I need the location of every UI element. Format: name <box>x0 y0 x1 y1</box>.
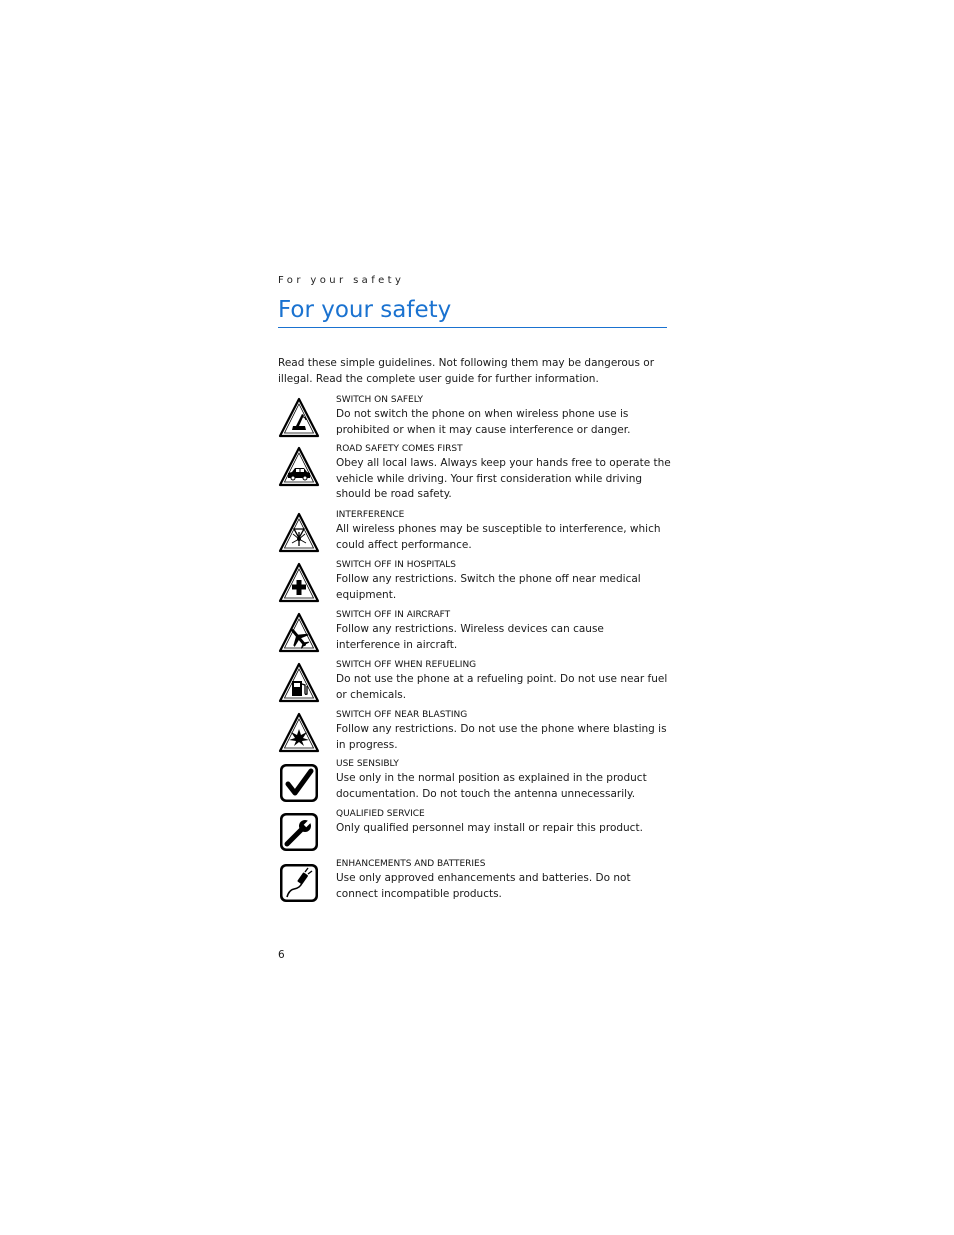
aircraft-warning-icon <box>278 612 320 654</box>
item-title: SWITCH OFF IN HOSPITALS <box>336 560 457 570</box>
item-title: INTERFERENCE <box>336 510 405 520</box>
page-title: For your safety <box>278 296 667 328</box>
intro-text: Read these simple guidelines. Not following them may be dangerous or illegal. Read the complete user guide for further information. <box>278 357 655 385</box>
item-description: Only qualified personnel may install or repair this product. <box>336 822 643 834</box>
item-title: ROAD SAFETY COMES FIRST <box>336 444 463 454</box>
item-title: SWITCH ON SAFELY <box>336 395 424 405</box>
car-warning-icon <box>278 446 320 488</box>
item-title: SWITCH OFF WHEN REFUELING <box>336 660 477 670</box>
page-number: 6 <box>278 949 285 961</box>
item-description: Do not use the phone at a refueling point. Do not use near fuel or chemicals. <box>336 673 668 701</box>
item-title: USE SENSIBLY <box>336 759 399 769</box>
battery-connector-icon <box>278 862 320 904</box>
item-description: Follow any restrictions. Do not use the phone where blasting is in progress. <box>336 723 667 751</box>
item-title: SWITCH OFF IN AIRCRAFT <box>336 610 451 620</box>
running-head: For your safety <box>278 275 405 286</box>
hand-phone-warning-icon <box>278 397 320 439</box>
hospital-cross-warning-icon <box>278 562 320 604</box>
interference-warning-icon <box>278 512 320 554</box>
checkmark-icon <box>278 762 320 804</box>
item-description: All wireless phones may be susceptible to interference, which could affect performance. <box>336 523 661 551</box>
item-description: Do not switch the phone on when wireless phone use is prohibited or when it may cause interference or danger. <box>336 408 631 436</box>
explosion-warning-icon <box>278 712 320 754</box>
item-description: Follow any restrictions. Wireless devices can cause interference in aircraft. <box>336 623 604 651</box>
item-title: ENHANCEMENTS AND BATTERIES <box>336 859 486 869</box>
item-title: QUALIFIED SERVICE <box>336 809 425 819</box>
item-description: Follow any restrictions. Switch the phone off near medical equipment. <box>336 573 641 601</box>
item-description: Use only approved enhancements and batteries. Do not connect incompatible products. <box>336 872 631 900</box>
fuel-pump-warning-icon <box>278 662 320 704</box>
item-description: Use only in the normal position as explained in the product documentation. Do not touch the antenna unnecessarily. <box>336 772 647 800</box>
item-description: Obey all local laws. Always keep your hands free to operate the vehicle while driving. Your first consideration while driving should be road safety. <box>336 457 671 500</box>
wrench-icon <box>278 811 320 853</box>
item-title: SWITCH OFF NEAR BLASTING <box>336 710 468 720</box>
